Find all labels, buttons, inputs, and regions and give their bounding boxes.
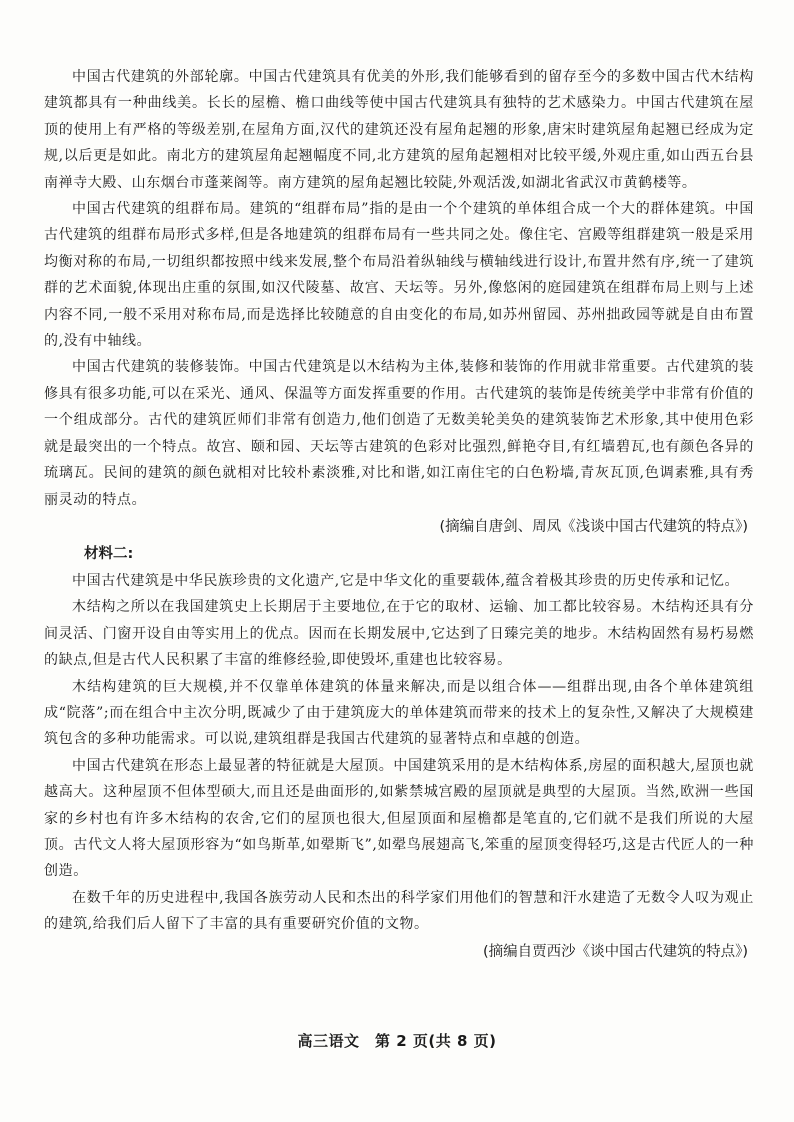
paragraph-outer-contour: 中国古代建筑的外部轮廓。中国古代建筑具有优美的外形,我们能够看到的留存至今的多数中国古代木结构建筑都具有一种曲线美。长长的屋檐、檐口曲线等使中国古代建筑具有独特的艺术感染力。中国古代建筑在屋顶的使用上有严格的等级差别,在屋角方面,汉代的建筑还没有屋角起翘的形象,唐宋时建筑屋角起翘已经成为定规,以后更是如此。南北方的建筑屋角起翘幅度不同,北方建筑的屋角起翘相对比较平缓,外观庄重,如山西五台县南禅寺大殿、山东烟台市蓬莱阁等。南方建筑的屋角起翘比较陡,外观活泼,如湖北省武汉市黄鹤楼等。 xyxy=(44,69,754,191)
paragraph-group-layout: 中国古代建筑的组群布局。建筑的“组群布局”指的是由一个个建筑的单体组合成一个大的群体建筑。中国古代建筑的组群布局形式多样,但是各地建筑的组群布局有一些共同之处。像住宅、宫殿等组群建筑一般是采用均衡对称的布局,一切组织都按照中线来发展,整个布局沿着纵轴线与横轴线进行设计,布置井然有序,统一了建筑群的艺术面貌,体现出庄重的氛围,如汉代陵墓、故宫、天坛等。另外,像悠闲的庭园建筑在组群布局上则与上述内容不同,一般不采用对称布局,而是选择比较随意的自由变化的布局,如苏州留园、苏州拙政园等就是自由布置的,没有中轴线。 xyxy=(44,201,754,350)
page-footer: 高三语文 第 2 页(共 8 页) xyxy=(297,1032,497,1050)
material-two-heading: 材料二: xyxy=(84,545,134,562)
material-one-source: (摘编自唐剑、周凤《浅谈中国古代建筑的特点》) xyxy=(439,518,748,535)
paragraph-big-roof: 中国古代建筑在形态上最显著的特征就是大屋顶。中国建筑采用的是木结构体系,房屋的面积越大,屋顶也就越高大。这种屋顶不但体型硕大,而且还是曲面形的,如紫禁城宫殿的屋顶就是典型的大屋顶。当然,欧洲一些国家的乡村也有许多木结构的农舍,它们的屋顶也很大,但屋顶面和屋檐都是笔直的,它们就不是我们所说的大屋顶。古代文人将大屋顶形容为“如鸟斯革,如翚斯飞”,如翚鸟展翅高飞,笨重的屋顶变得轻巧,这是古代匠人的一种创造。 xyxy=(44,757,754,880)
material-two-source: (摘编自贾西沙《谈中国古代建筑的特点》) xyxy=(482,943,748,960)
paragraph-cultural-heritage: 中国古代建筑是中华民族珍贵的文化遗产,它是中华文化的重要载体,蕴含着极其珍贵的历史传承和记忆。 xyxy=(72,572,740,589)
paragraph-decoration: 中国古代建筑的装修装饰。中国古代建筑是以木结构为主体,装修和装饰的作用就非常重要。古代建筑的装修具有很多功能,可以在采光、通风、保温等方面发挥重要的作用。古代建筑的装饰是传统美学中非常有价值的一个组成部分。古代的建筑匠师们非常有创造力,他们创造了无数美轮美奂的建筑装饰艺术形象,其中使用色彩就是最突出的一个特点。故宫、颐和园、天坛等古建筑的色彩对比强烈,鲜艳夺目,有红墙碧瓦,也有颜色各异的琉璃瓦。民间的建筑的颜色就相对比较朴素淡雅,对比和谐,如江南住宅的白色粉墙,青灰瓦顶,色调素雅,具有秀丽灵动的特点。 xyxy=(44,359,754,508)
material-two xyxy=(44,541,754,966)
paragraph-building-groups: 木结构建筑的巨大规模,并不仅靠单体建筑的体量来解决,而是以组合体——组群出现,由各个单体建筑组成“院落”;而在组合中主次分明,既减少了由于建筑庞大的单体建筑而带来的技术上的复杂性,又解决了大规模建筑包含的多种功能需求。可以说,建筑组群是我国古代建筑的显著特点和卓越的创造。 xyxy=(44,678,754,748)
paragraph-conclusion: 在数千年的历史进程中,我国各族劳动人民和杰出的科学家们用他们的智慧和汗水建造了无数令人叹为观止的建筑,给我们后人留下了丰富的具有重要研究价值的文物。 xyxy=(44,889,754,933)
material-one xyxy=(44,64,754,541)
paragraph-wood-structure: 木结构之所以在我国建筑史上长期居于主要地位,在于它的取材、运输、加工都比较容易。木结构还具有分间灵活、门窗开设自由等实用上的优点。因而在长期发展中,它达到了日臻完美的地步。木结构固然有易朽易燃的缺点,但是古代人民积累了丰富的维修经验,即使毁坏,重建也比较容易。 xyxy=(44,599,754,669)
